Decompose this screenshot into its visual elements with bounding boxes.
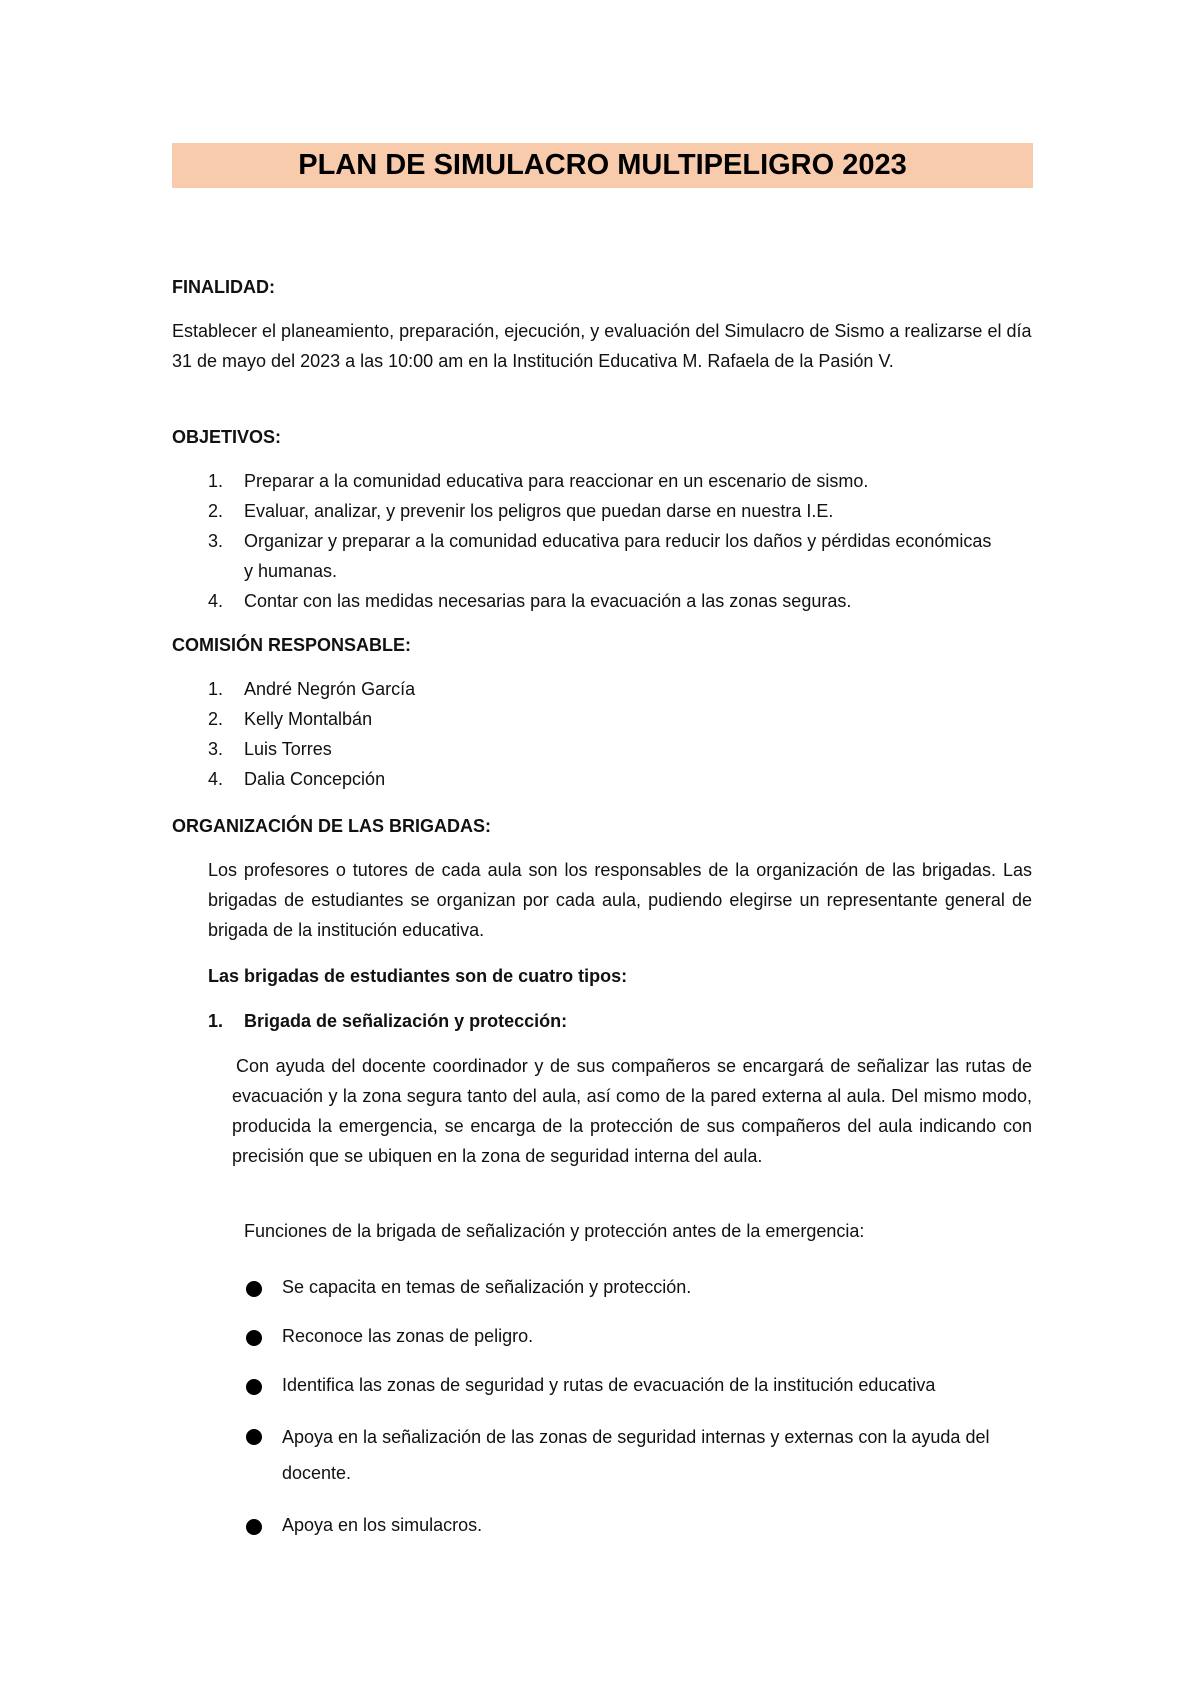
bullet-icon [246,1330,262,1346]
bullet-icon [246,1281,262,1297]
list-item: 3. Luis Torres [208,739,332,759]
finalidad-text: Establecer el planeamiento, preparación, ejecución, y evaluación del Simulacro de Sismo a realizarse el día 31 de mayo del 2023 a las 10:00 am en la Institución Educativa M. Rafaela de la Pasión V. [172,321,1032,371]
list-item: 1. Preparar a la comunidad educativa para reaccionar en un escenario de sismo. [208,471,869,491]
brigada-1-text: Con ayuda del docente coordinador y de sus compañeros se encargará de señalizar las rutas de evacuación y la zona segura tanto del aula, así como de la pared externa al aula. Del mismo modo, producida la emergencia, se encarga de la protección de sus compañeros del aula indicando con precisión que se ubiquen en la zona de seguridad interna del aula. [232,1056,1032,1166]
document-title: PLAN DE SIMULACRO MULTIPELIGRO 2023 [172,143,1033,188]
list-item: Apoya en los simulacros. [246,1510,996,1540]
list-item: 4. Contar con las medidas necesarias para la evacuación a las zonas seguras. [208,591,852,611]
comision-heading: COMISIÓN RESPONSABLE: [172,635,412,655]
bullet-icon [246,1379,262,1395]
comision-list [172,674,772,794]
objetivos-heading: OBJETIVOS: [172,427,282,447]
brigada-1-heading: 1. Brigada de señalización y protección: [208,1011,568,1031]
brigadas-tipos-heading: Las brigadas de estudiantes son de cuatro tipos: [208,966,628,986]
list-item: Reconoce las zonas de peligro. [246,1321,996,1351]
list-item: 3. Organizar y preparar a la comunidad educativa para reducir los daños y pérdidas económicas y humanas. [208,531,992,581]
bullet-icon [246,1429,262,1445]
funciones-list [246,1272,996,1559]
list-item: 2. Evaluar, analizar, y prevenir los peligros que puedan darse en nuestra I.E. [208,501,834,521]
list-item: Identifica las zonas de seguridad y rutas de evacuación de la institución educativa [246,1370,996,1400]
objetivos-list [172,466,992,616]
bullet-icon [246,1519,262,1535]
organizacion-text: Los profesores o tutores de cada aula son los responsables de la organización de las brigadas. Las brigadas de estudiantes se organizan por cada aula, pudiendo elegirse un representante general de brigada de la institución educativa. [208,860,1032,940]
finalidad-heading: FINALIDAD: [172,277,275,297]
list-item: 1. André Negrón García [208,679,416,699]
funciones-intro: Funciones de la brigada de señalización y protección antes de la emergencia: [244,1221,865,1241]
list-item: 2. Kelly Montalbán [208,709,373,729]
organizacion-heading: ORGANIZACIÓN DE LAS BRIGADAS: [172,816,491,836]
list-item: Apoya en la señalización de las zonas de seguridad internas y externas con la ayuda del docente. [246,1419,996,1491]
list-item: Se capacita en temas de señalización y protección. [246,1272,996,1302]
list-item: 4. Dalia Concepción [208,769,386,789]
